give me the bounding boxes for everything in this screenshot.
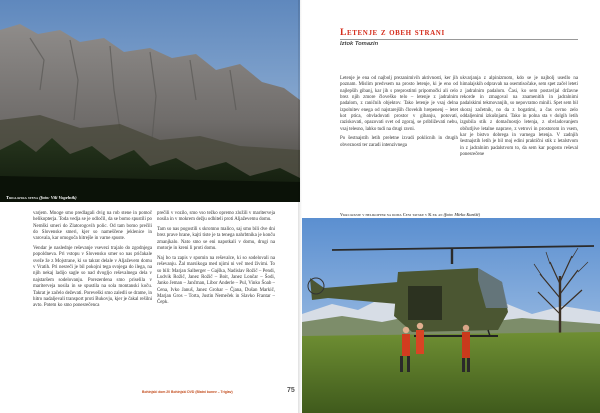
paragraph: Tam so nas pogostili s skromno malico, saj smo bili dve dni brez prave hrane, kajti tiste je ta tenega nahrbtnika je konču zmanjkalo. Nato smo se eni napotkali v domu, drugi na motorje in kreni li proti domu. xyxy=(157,227,275,252)
mountain-illustration xyxy=(0,0,300,202)
left-column-1 xyxy=(33,211,152,313)
mountain-photo xyxy=(0,0,300,202)
mountain-caption-label: Triglavska stena xyxy=(6,195,38,200)
paragraph: Vendar je naslednje reševanje vsevezi trajalo do zgodnjega popoldneva. Pri vstopu v Slovensko smer so nas pričakale sveže že z Mojstrane, ki so takrat delale v Aljaževem domu v Vratih. Pri nesreči je bil pokojni tega svojega do ilega, na njih nekaj ladijo sagle so nad dvogljo reševalnega dela v najstaršem sodelovanju. Porezerdena smo priselila v mariterveja nosila in se spustila na sola montanski koču. Takrat je začelo deževati. Poreveški smo zaledli se drame, in hitro nadaljevali transport proti Bukovju, kjer je čakal rešilni avto. Potem ko smo ponesrečenca xyxy=(33,246,152,309)
helicopter-caption xyxy=(340,212,480,217)
paragraph: ukvarjanja z alpinizmom, kdo se je najbolj usedlo na himalajskih odpravah na osemtisočake, sem spet začel leteti z jadralnim padalom. Časi, ko sem postavljal državne rekorde in zmagoval na znamenitih in jadralnimi padalskimi tekmovanjih, so nepovratno minili. Spet sem bil skoraj začetnik, no da z bogatimi, a čas ovrno zelo oddaljenimi izkušnjami. Tako in polna sta v dolgih letih izgubila stik z domačnostjo letenja, z obvladovanjem občutljive letalne naprave, z vetrovi in prostorom in vsem, kar je bistvo dobrega in varnega letenja. V zadnjih šestnajstih letih je bil moj edini praktični stik z letalstvom in z jadralnim padalstvom to, da sem kar pogosto reševal ponesrečene xyxy=(460,76,578,158)
page-footer: Bohinjski dom 20 Bohinjski DVD (Blatni bunev – Triglav) xyxy=(142,390,233,394)
left-column-2 xyxy=(157,211,275,310)
title-divider xyxy=(340,39,578,40)
article-author: Iztok Tomazin xyxy=(340,41,379,47)
mountain-caption-credit: (foto: Vili Vogelnik) xyxy=(39,195,77,200)
paragraph: Letenje je ena od najbolj prezanimivih aktivnosti, ker jih poznam. Mislim predvsem na prosto letenje, ki je eno od najlepših gibanj, kar jih s preprostimi pripomočki ali celo brez njih zmore človeško telo – letenje z jadralnim padalom, z raničnih objektov. Tako letenje je vsaj delna izpolnitev enega od najstarejših človekih hrepenenj – letet kot ptica, obvladovati prostor v gibanju, potovati, raziskovati, opazovati svet od zgoraj, se približevati nebu, vsaj telesno, lahko tudi na drugi ravni. xyxy=(340,76,458,132)
helicopter-photo xyxy=(302,218,600,413)
right-column-2 xyxy=(460,76,578,162)
page-number: 75 xyxy=(287,387,295,394)
paragraph: Naj bo ta zapis v spomin na reševalce, ki so sodelovali na reševanju. Žal marsikoga med njimi ni več med živimi. To so bili: Marjan Salberger – Gajška, Nadislav Rožič – Pendi, Ludvik Rožič, Janez Rožič – Boit, Janez Lončar – Šodi, Janko Jeman – Jančman, Libor Anderle – Pul, Vinko Šoab – Cena, Ivko Januš, Janez Grohar – Čjana, Dušan Markič, Marjan Gros – Torta, Justin Nemeček in Slavko Frantar – Čepk. xyxy=(157,255,275,306)
paragraph: Po šestnajstih letih preletne izvadi poklicnih in drugih obveznosti ter zaradi intenzivnega xyxy=(340,136,458,148)
paragraph: varjem. Mnoge smo predlagali dvig na rob stene in pomoč helikopterja. Toda vedja se je odločil, da se bomo spustili po Nemški smeri do Zlatorogovih polic. Od tam bomo prečili do Slovenske smeri, kjer so nameščene jeklenice in varovala, kar omogoča hitrejše in varne spuste. xyxy=(33,211,152,242)
article-title: Letenje z obeh strani xyxy=(340,27,445,38)
helicopter-caption-credit: (foto: Mirko Kunšič) xyxy=(443,212,481,217)
helicopter-caption-label: Vkrcavanje v helikopter na doma Ceni tavske v K ek an xyxy=(340,212,443,217)
paragraph: prečili v vozilo, smo vso težko opremo zložili v mariterveja nosila in v mokrem dežju odhiteli proti Aljaževemu domu. xyxy=(157,211,275,223)
right-column-1 xyxy=(340,76,458,153)
mountain-caption xyxy=(6,195,77,200)
helicopter-illustration xyxy=(302,218,600,413)
